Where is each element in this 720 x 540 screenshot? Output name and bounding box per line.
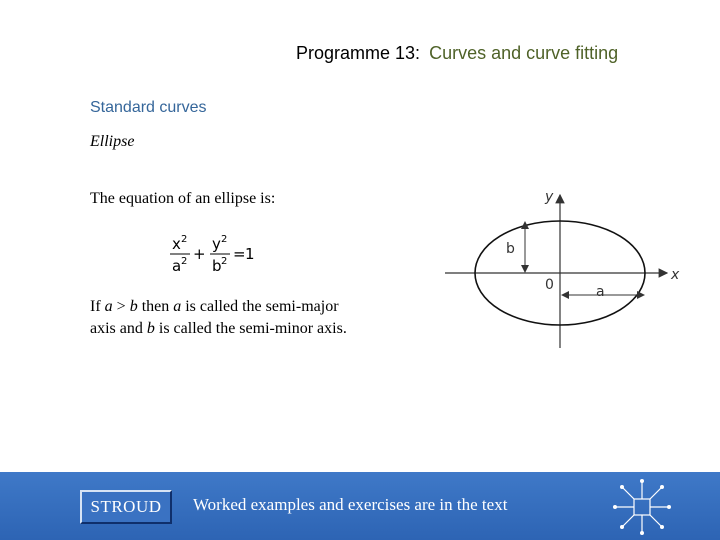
desc2-pre: axis and xyxy=(90,320,147,337)
footer-note: Worked examples and exercises are in the text xyxy=(193,495,508,514)
desc1-var-b: b xyxy=(129,298,138,315)
section-title: Standard curves xyxy=(90,99,207,116)
subtitle: Ellipse xyxy=(90,133,135,150)
eq-y-num-exp: 2 xyxy=(221,234,228,245)
network-logo-icon xyxy=(612,478,672,536)
origin-label: 0 xyxy=(545,277,554,293)
description-line-1 xyxy=(90,298,339,316)
eq-equals: = xyxy=(233,245,246,263)
intro-text: The equation of an ellipse is: xyxy=(90,190,276,207)
eq-rhs: 1 xyxy=(245,245,255,263)
desc1-mid: > xyxy=(112,298,130,315)
programme-topic: Curves and curve fitting xyxy=(429,43,619,63)
b-label: b xyxy=(506,241,515,257)
desc2-post: is called the semi-minor axis. xyxy=(154,320,347,337)
eq-y-den-exp: 2 xyxy=(221,256,228,267)
ellipse-diagram xyxy=(445,185,685,350)
eq-x-num-exp: 2 xyxy=(181,234,188,245)
desc2-var-b: b xyxy=(146,320,155,337)
eq-y-numerator: y xyxy=(212,235,221,253)
eq-plus: + xyxy=(193,245,206,263)
x-axis-label: x xyxy=(671,267,680,283)
desc1-var-a: a xyxy=(104,298,113,315)
description-line-2 xyxy=(90,320,347,338)
eq-x-denominator: a xyxy=(172,257,182,275)
desc1-var-a2: a xyxy=(173,298,182,315)
a-label: a xyxy=(596,284,605,300)
eq-y-denominator: b xyxy=(212,257,222,275)
desc1-post: is called the semi-major xyxy=(181,298,339,315)
programme-label: Programme 13: xyxy=(296,43,421,63)
desc1-mid2: then xyxy=(137,298,174,315)
desc1-pre: If xyxy=(90,298,105,315)
eq-x-numerator: x xyxy=(172,235,181,253)
stroud-logo: STROUD xyxy=(80,490,172,524)
slide-header xyxy=(296,43,618,64)
ellipse-equation xyxy=(170,231,260,279)
y-axis-label: y xyxy=(545,189,554,205)
eq-x-den-exp: 2 xyxy=(181,256,188,267)
